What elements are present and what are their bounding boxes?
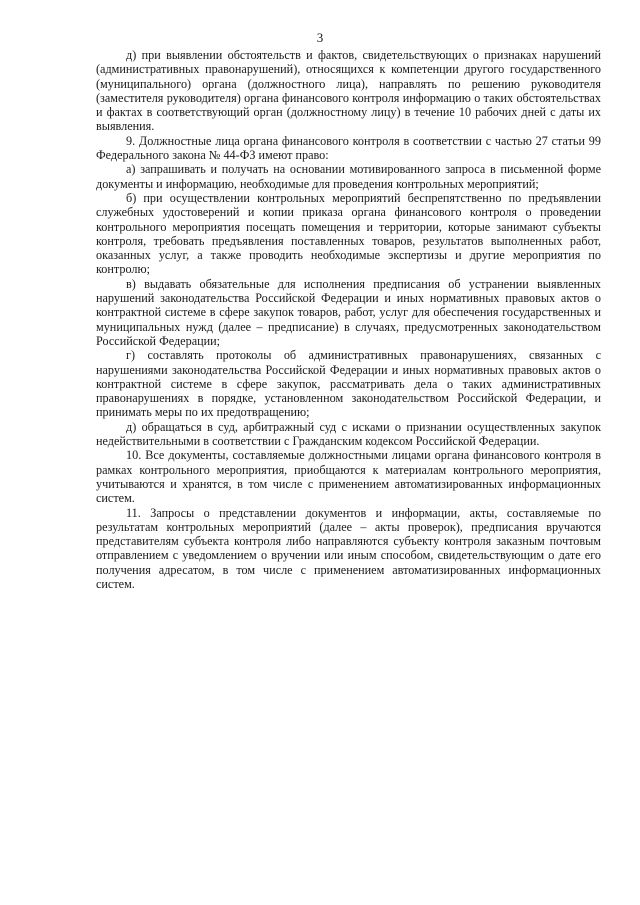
paragraph-9v: в) выдавать обязательные для исполнения предписания об устранении выявленных нарушений законодательства Российской Федерации и иных нормативных правовых актов о контрактной системе в сфере закупок товаров, работ, услуг для обеспечения государственных и муниципальных нужд (далее – предписание) в случаях, предусмотренных законодательством Российской Федерации;: [96, 276, 601, 348]
paragraph-4d: д) при выявлении обстоятельств и фактов, свидетельствующих о признаках нарушений (административных правонарушений), относящихся к компетенции другого государственного (муниципального) органа (должностного лица), направлять по решению руководителя (заместителя руководителя) органа финансового контроля информацию о таких обстоятельствах и фактах в соответствующий орган (должностному лицу) в течение 10 рабочих дней с даты их выявления.: [96, 48, 601, 134]
paragraph-9d: д) обращаться в суд, арбитражный суд с исками о признании осуществленных закупок недействительными в соответствии с Гражданским кодексом Российской Федерации.: [96, 419, 601, 449]
paragraph-10: 10. Все документы, составляемые должностными лицами органа финансового контроля в рамках контрольного мероприятия, приобщаются к материалам контрольного мероприятия, учитываются и хранятся, в том числе с применением автоматизированных информационных систем.: [96, 448, 601, 506]
document-body: [96, 48, 601, 591]
paragraph-11: 11. Запросы о представлении документов и информации, акты, составляемые по результатам контрольных мероприятий (далее – акты проверок), предписания вручаются представителям субъекта контроля либо направляются субъекту контроля заказным почтовым отправлением с уведомлением о вручении или иным способом, свидетельствующим о дате его получения адресатом, в том числе с применением автоматизированных информационных систем.: [96, 505, 601, 591]
paragraph-9b: б) при осуществлении контрольных мероприятий беспрепятственно по предъявлении служебных удостоверений и копии приказа органа финансового контроля о проведении контрольного мероприятия посещать помещения и территории, которые занимают субъекты контроля, требовать предъявления поставленных товаров, результатов выполненных работ, оказанных услуг, а также проводить необходимые экспертизы и другие мероприятия по контролю;: [96, 190, 601, 277]
page-number: 3: [316, 30, 324, 45]
paragraph-9: 9. Должностные лица органа финансового контроля в соответствии с частью 27 статьи 99 Федерального закона № 44-ФЗ имеют право:: [96, 133, 601, 163]
paragraph-9g: г) составлять протоколы об административных правонарушениях, связанных с нарушениями законодательства Российской Федерации и иных нормативных правовых актов о контрактной системе в сфере закупок, рассматривать дела о таких административных правонарушениях в порядке, установленном законодательством Российской Федерации, и принимать меры по их предотвращению;: [96, 348, 601, 420]
paragraph-9a: а) запрашивать и получать на основании мотивированного запроса в письменной форме документы и информацию, необходимые для проведения контрольных мероприятий;: [96, 162, 601, 191]
